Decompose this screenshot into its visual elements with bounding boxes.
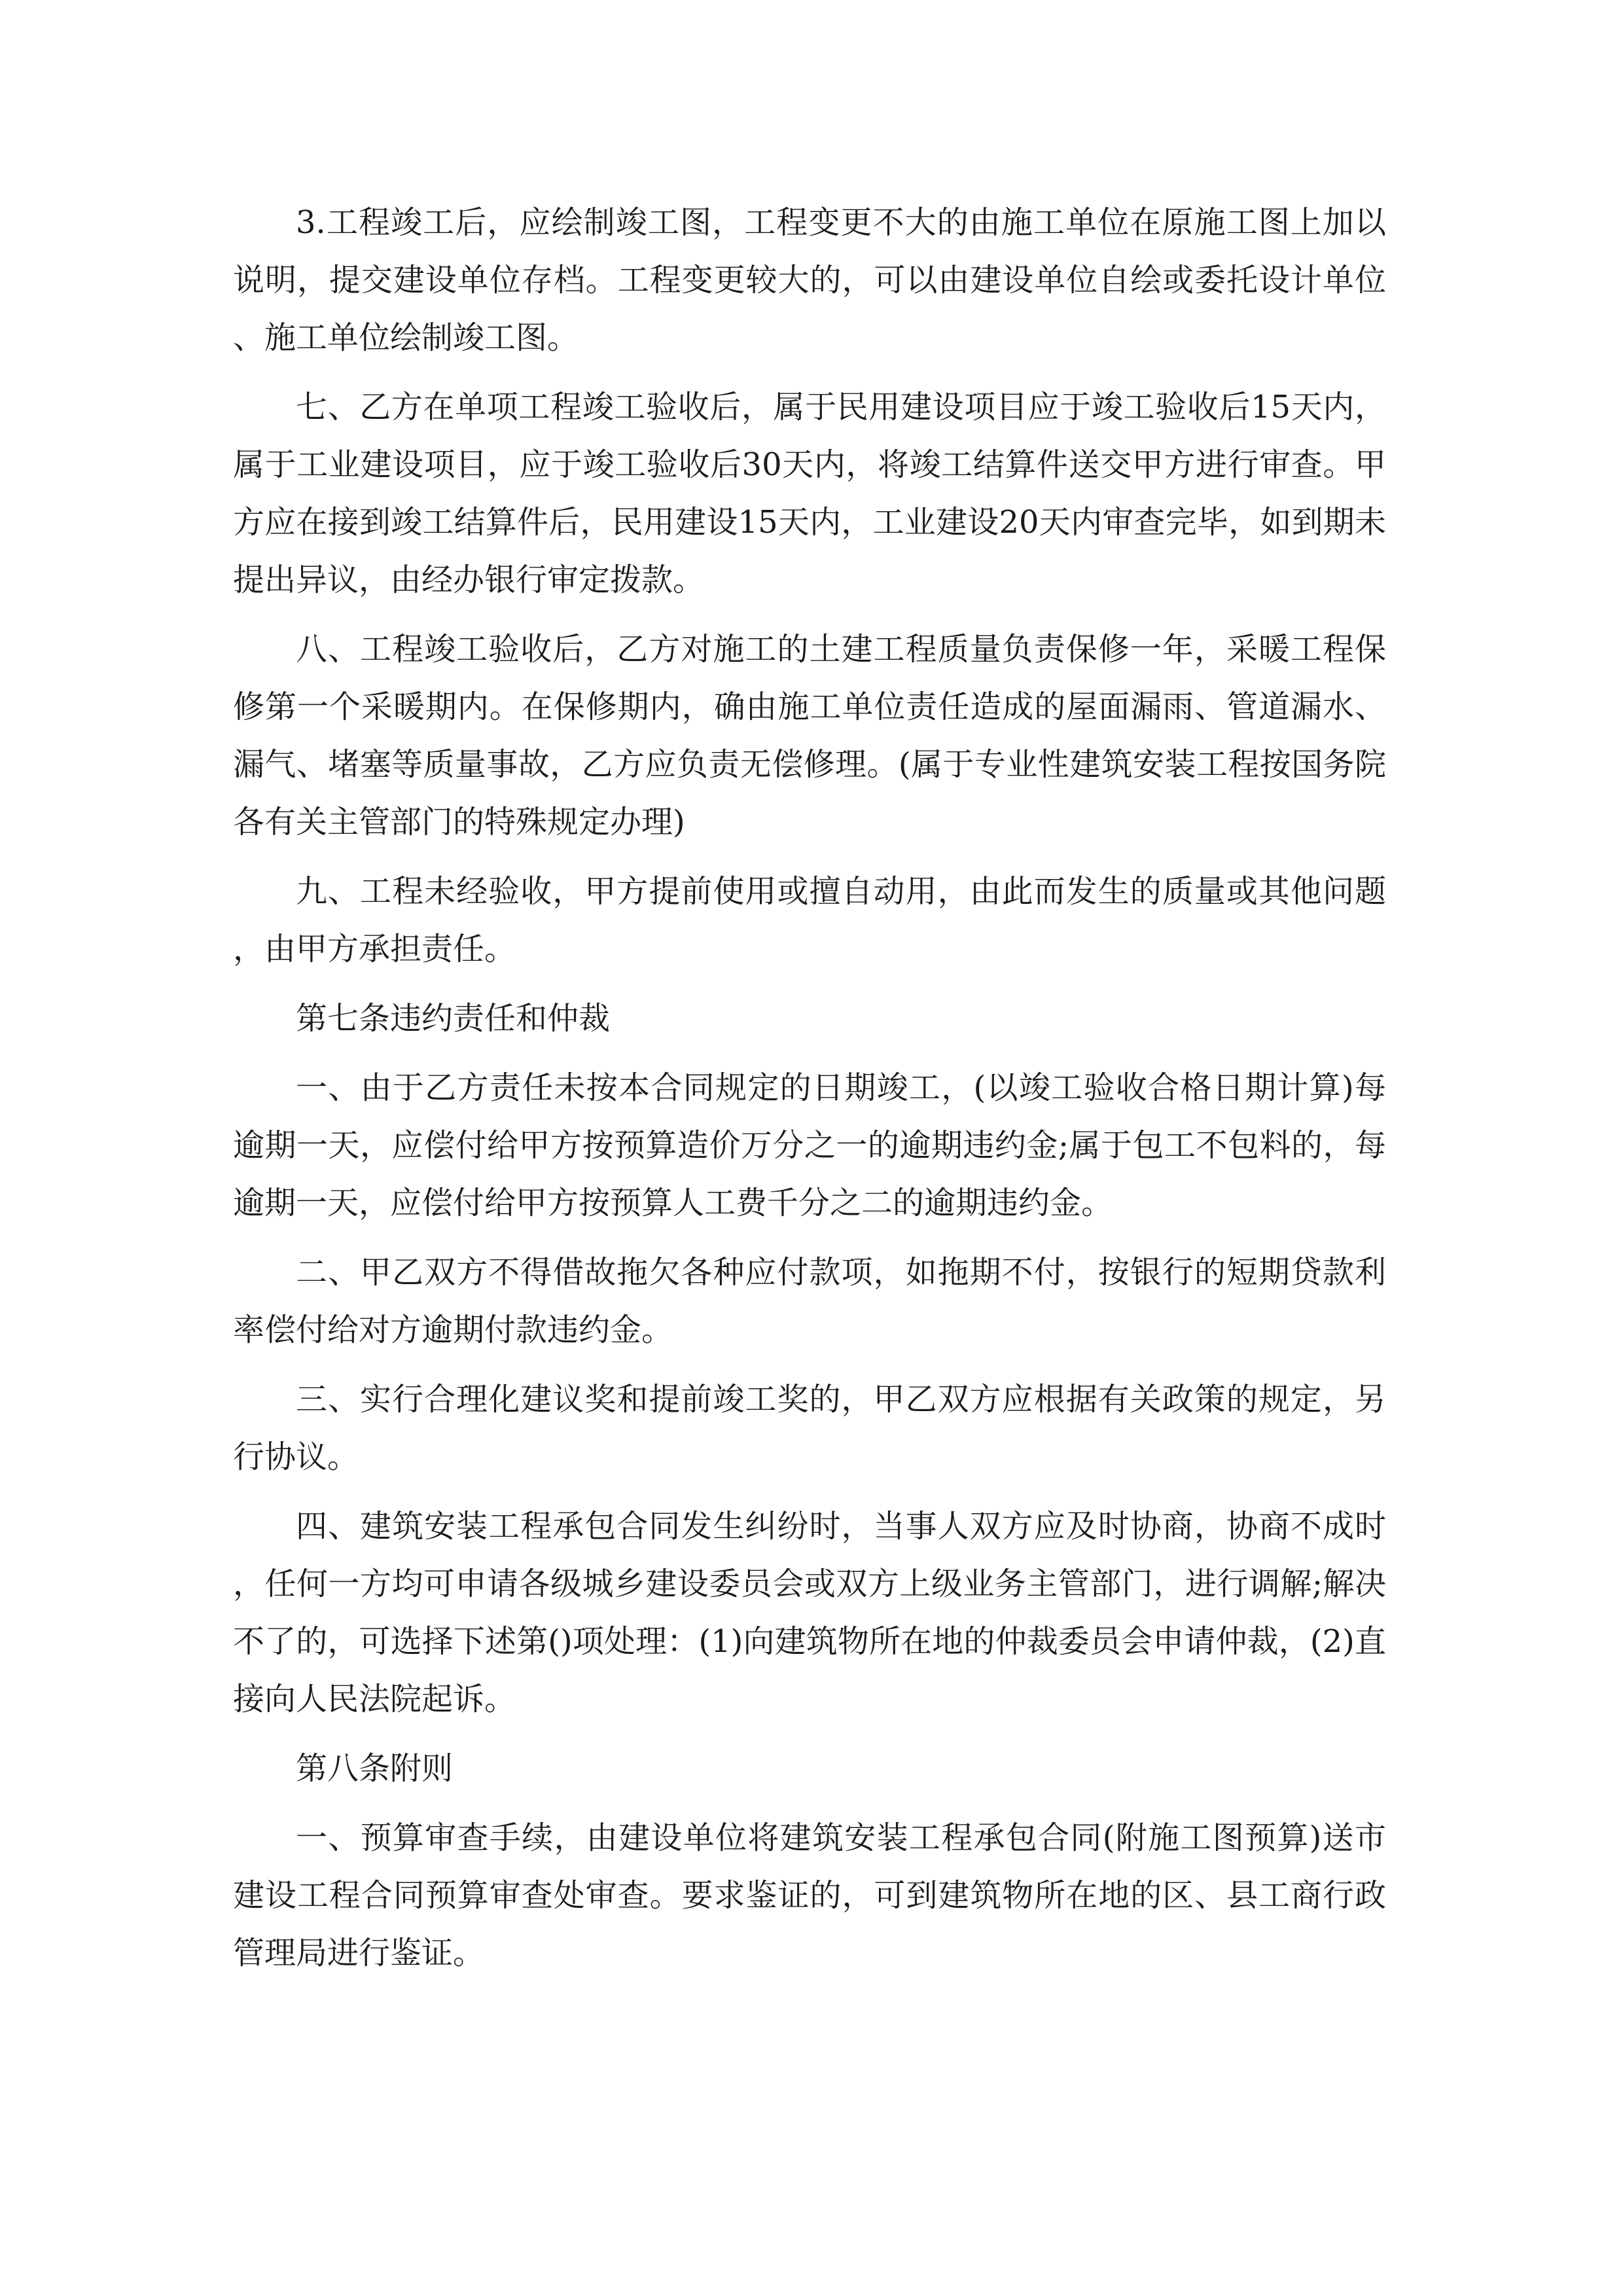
paragraph-completion-drawings: 3.工程竣工后，应绘制竣工图，工程变更不大的由施工单位在原施工图上加以说明，提交建设单位存档。工程变更较大的，可以由建设单位自绘或委托设计单位、施工单位绘制竣工图。 <box>233 204 1386 356</box>
paragraph-delay-penalty: 一、由于乙方责任未按本合同规定的日期竣工，(以竣工验收合格日期计算)每逾期一天，应偿付给甲方按预算造价万分之一的逾期违约金;属于包工不包料的，每逾期一天，应偿付给甲方按预算人工费千分之二的逾期违约金。 <box>233 1069 1386 1221</box>
section-heading-liability-arbitration: 第七条违约责任和仲裁 <box>296 1000 611 1037</box>
paragraph-article-8-warranty: 八、工程竣工验收后，乙方对施工的土建工程质量负责保修一年，采暖工程保修第一个采暖期内。在保修期内，确由施工单位责任造成的屋面漏雨、管道漏水、漏气、堵塞等质量事故，乙方应负责无偿修理。(属于专业性建筑安装工程按国务院各有关主管部门的特殊规定办理) <box>233 631 1386 840</box>
paragraph-dispute-resolution: 四、建筑安装工程承包合同发生纠纷时，当事人双方应及时协商，协商不成时，任何一方均可申请各级城乡建设委员会或双方上级业务主管部门，进行调解;解决不了的，可选择下述第()项处理：(1)向建筑物所在地的仲裁委员会申请仲裁，(2)直接向人民法院起诉。 <box>233 1508 1386 1717</box>
paragraph-budget-review: 一、预算审查手续，由建设单位将建筑安装工程承包合同(附施工图预算)送市建设工程合同预算审查处审查。要求鉴证的，可到建筑物所在地的区、县工商行政管理局进行鉴证。 <box>233 1820 1386 1971</box>
paragraph-article-9-early-use: 九、工程未经验收，甲方提前使用或擅自动用，由此而发生的质量或其他问题，由甲方承担责任。 <box>233 873 1386 967</box>
paragraph-rewards: 三、实行合理化建议奖和提前竣工奖的，甲乙双方应根据有关政策的规定，另行协议。 <box>233 1381 1386 1475</box>
paragraph-article-7-settlement: 七、乙方在单项工程竣工验收后，属于民用建设项目应于竣工验收后15天内，属于工业建设项目，应于竣工验收后30天内，将竣工结算件送交甲方进行审查。甲方应在接到竣工结算件后，民用建设15天内，工业建设20天内审查完毕，如到期未提出异议，由经办银行审定拨款。 <box>233 389 1386 598</box>
paragraph-payment-arrears: 二、甲乙双方不得借故拖欠各种应付款项，如拖期不付，按银行的短期贷款利率偿付给对方逾期付款违约金。 <box>233 1254 1386 1348</box>
section-heading-supplementary-provisions: 第八条附则 <box>296 1750 454 1787</box>
document-body <box>233 194 1386 1994</box>
